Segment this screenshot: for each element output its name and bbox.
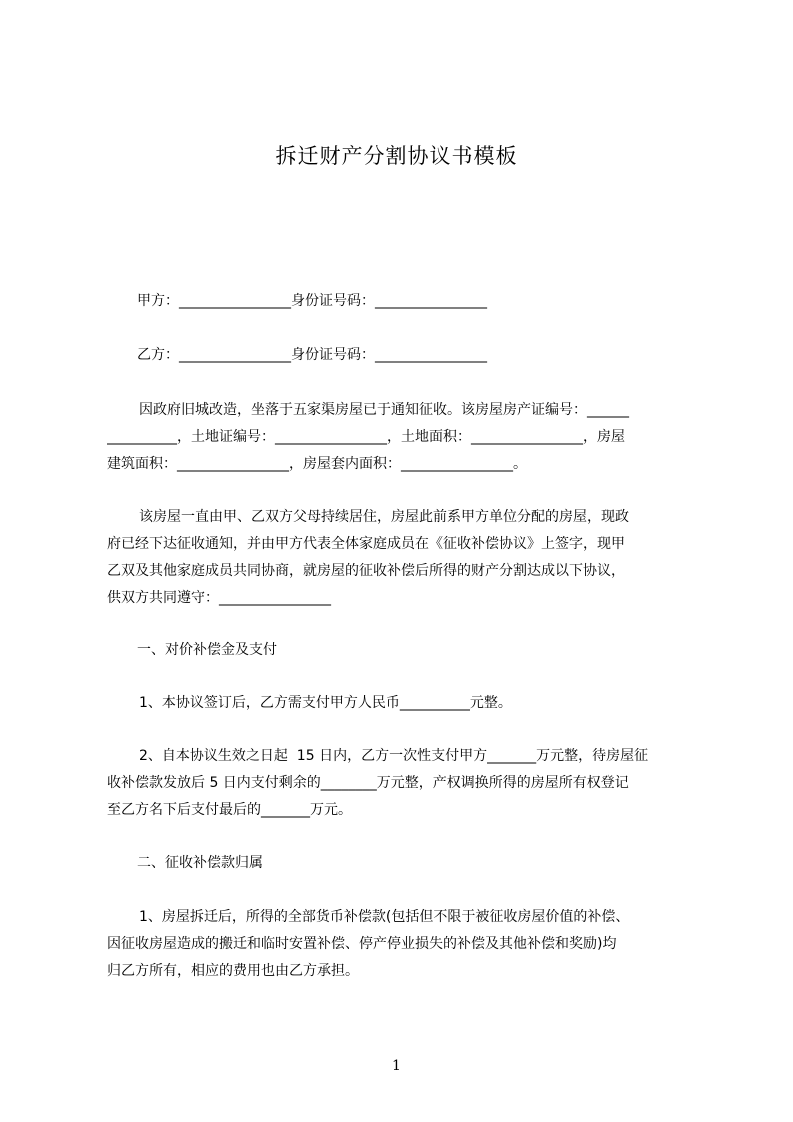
section-2-heading: 二、征收补偿款归属 [137, 855, 263, 871]
section-1-item-2-line-3: 至乙方名下后支付最后的_______万元。 [107, 802, 352, 818]
section-1-item-2-line-2: 收补偿款发放后 5 日内支付剩余的________万元整，产权调换所得的房屋所有权登记 [107, 775, 629, 791]
party-b-line: 乙方：________________身份证号码：________________ [137, 347, 487, 363]
intro-para-line-3: 建筑面积：________________，房屋套内面积：________________。 [107, 456, 527, 472]
section-2-item-1-line-1: 1、房屋拆迁后，所得的全部货币补偿款(包括但不限于被征收房屋价值的补偿、 [139, 909, 630, 925]
section-2-item-1-line-3: 归乙方所有，相应的费用也由乙方承担。 [107, 963, 359, 979]
background-para-line-1: 该房屋一直由甲、乙双方父母持续居住，房屋此前系甲方单位分配的房屋，现政 [139, 509, 629, 525]
document-title: 拆迁财产分割协议书模板 [275, 144, 518, 168]
section-1-item-2-line-1: 2、自本协议生效之日起 15 日内，乙方一次性支付甲方_______万元整，待房屋征 [139, 748, 649, 764]
intro-para-line-2: __________，土地证编号：________________，土地面积：________________，房屋 [107, 429, 625, 445]
background-para-line-2: 府已经下达征收通知，并由甲方代表全体家庭成员在《征收补偿协议》上签字，现甲 [107, 536, 625, 552]
section-1-item-1: 1、本协议签订后，乙方需支付甲方人民币__________元整。 [139, 695, 512, 711]
section-2-item-1-line-2: 因征收房屋造成的搬迁和临时安置补偿、停产停业损失的补偿及其他补偿和奖励)均 [107, 936, 617, 952]
section-1-heading: 一、对价补偿金及支付 [137, 642, 277, 658]
intro-para-line-1: 因政府旧城改造，坐落于五家渠房屋已于通知征收。该房屋房产证编号：______ [139, 402, 629, 418]
page-number: 1 [392, 1058, 401, 1074]
background-para-line-3: 乙双及其他家庭成员共同协商，就房屋的征收补偿后所得的财产分割达成以下协议， [107, 563, 625, 579]
background-para-line-4: 供双方共同遵守：________________ [107, 590, 331, 606]
party-a-line: 甲方：________________身份证号码：________________ [137, 293, 487, 309]
